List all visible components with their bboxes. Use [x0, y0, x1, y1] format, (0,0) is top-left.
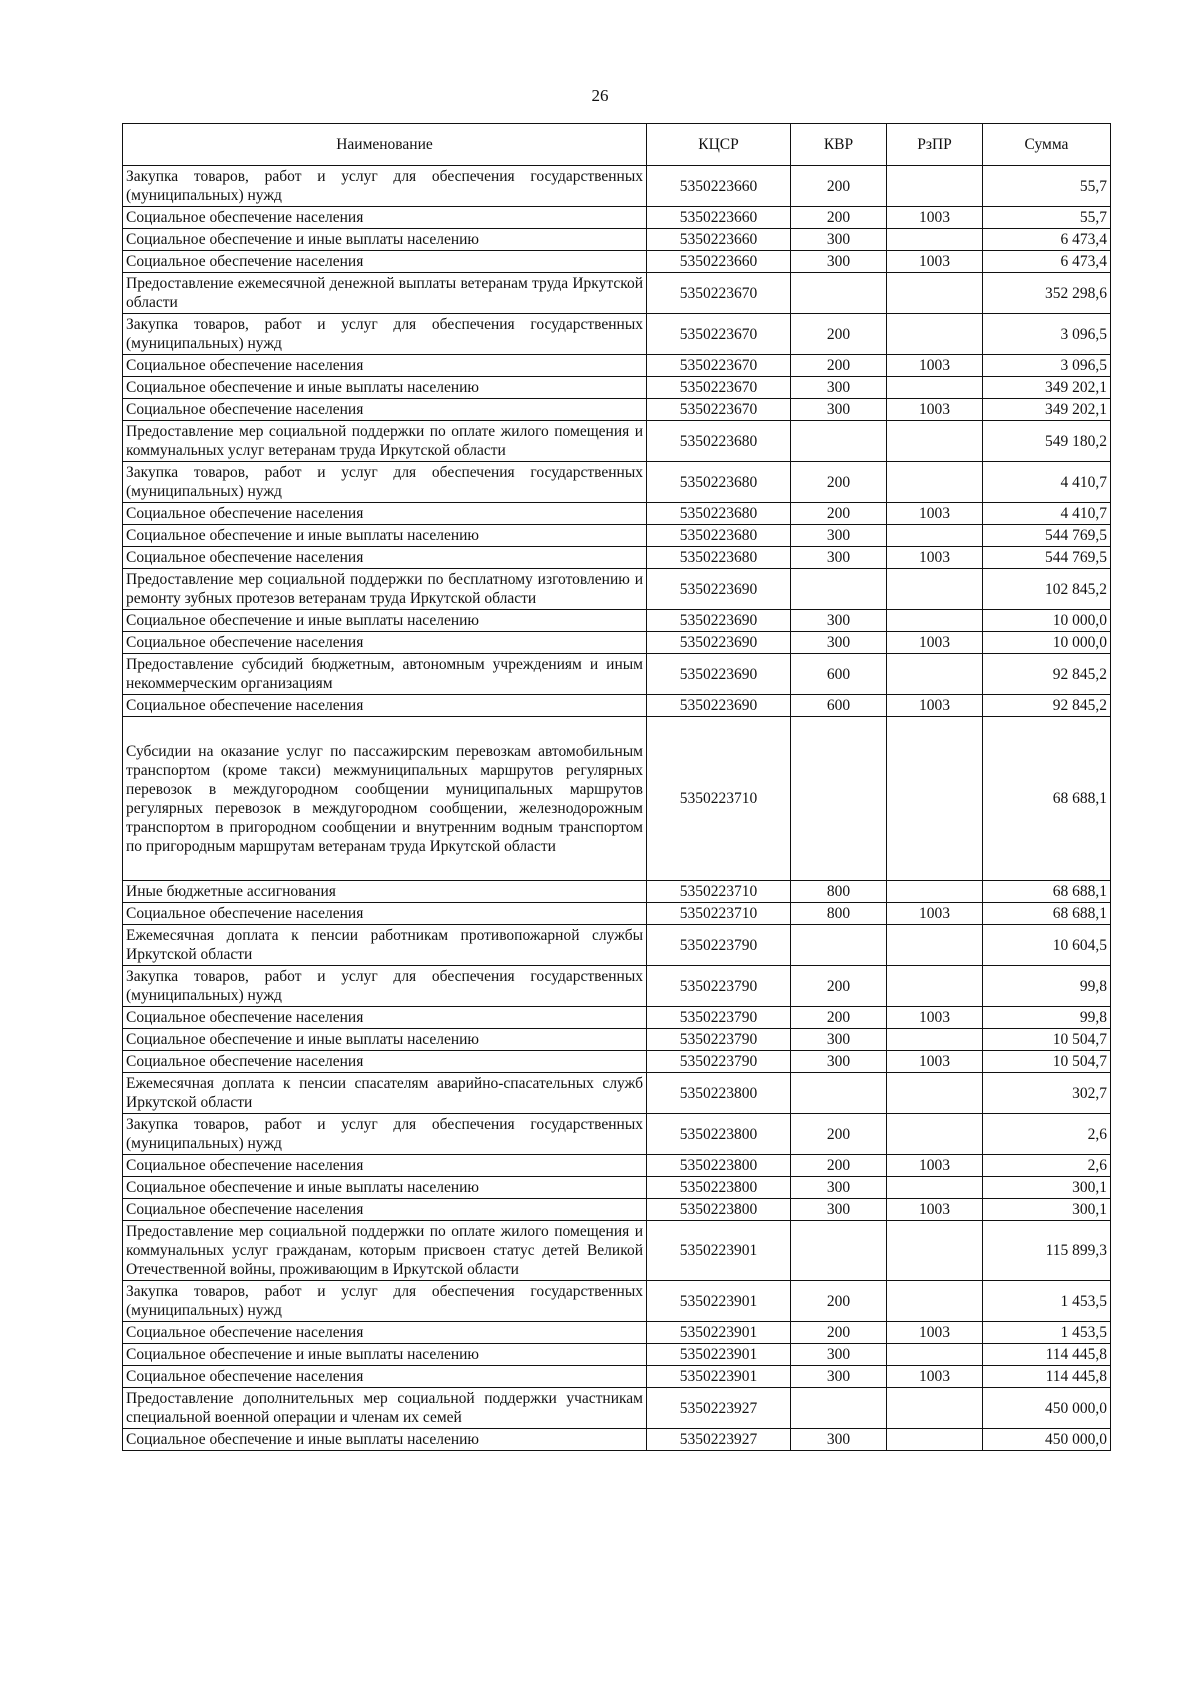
- table-row: [123, 1322, 1111, 1344]
- row-kcsr: 5350223680: [647, 547, 791, 569]
- row-kvr: 200: [791, 355, 887, 377]
- row-rzpr: 1003: [887, 1322, 983, 1344]
- table-row: [123, 881, 1111, 903]
- table-row: [123, 1073, 1111, 1114]
- row-name: Социальное обеспечение и иные выплаты населению: [123, 229, 647, 251]
- row-name: Социальное обеспечение населения: [123, 632, 647, 654]
- row-sum: 114 445,8: [983, 1366, 1111, 1388]
- row-kvr: 200: [791, 207, 887, 229]
- row-sum: 99,8: [983, 1007, 1111, 1029]
- row-kvr: 300: [791, 1366, 887, 1388]
- row-name: Социальное обеспечение населения: [123, 1366, 647, 1388]
- table-row: [123, 355, 1111, 377]
- row-sum: 10 504,7: [983, 1029, 1111, 1051]
- row-name: Закупка товаров, работ и услуг для обеспечения государственных (муниципальных) нужд: [123, 1281, 647, 1322]
- table-row: [123, 654, 1111, 695]
- row-rzpr: [887, 1281, 983, 1322]
- table-row: [123, 569, 1111, 610]
- row-name: Социальное обеспечение населения: [123, 547, 647, 569]
- row-rzpr: 1003: [887, 207, 983, 229]
- row-kvr: 200: [791, 1322, 887, 1344]
- row-rzpr: [887, 1177, 983, 1199]
- header-rzpr: РзПР: [887, 124, 983, 166]
- row-rzpr: 1003: [887, 1155, 983, 1177]
- table-row: [123, 966, 1111, 1007]
- row-sum: 450 000,0: [983, 1429, 1111, 1451]
- row-kcsr: 5350223710: [647, 881, 791, 903]
- row-rzpr: [887, 462, 983, 503]
- row-kvr: [791, 1221, 887, 1281]
- row-kvr: 300: [791, 525, 887, 547]
- row-name: Закупка товаров, работ и услуг для обеспечения государственных (муниципальных) нужд: [123, 462, 647, 503]
- row-kvr: [791, 1388, 887, 1429]
- row-sum: 349 202,1: [983, 377, 1111, 399]
- row-rzpr: [887, 1221, 983, 1281]
- row-rzpr: 1003: [887, 547, 983, 569]
- row-name: Социальное обеспечение и иные выплаты населению: [123, 610, 647, 632]
- row-rzpr: [887, 1344, 983, 1366]
- row-rzpr: [887, 717, 983, 881]
- row-rzpr: 1003: [887, 1199, 983, 1221]
- row-name: Закупка товаров, работ и услуг для обеспечения государственных (муниципальных) нужд: [123, 1114, 647, 1155]
- table-row: [123, 166, 1111, 207]
- row-name: Закупка товаров, работ и услуг для обеспечения государственных (муниципальных) нужд: [123, 314, 647, 355]
- row-rzpr: [887, 229, 983, 251]
- row-rzpr: [887, 1388, 983, 1429]
- row-kvr: 300: [791, 1199, 887, 1221]
- row-sum: 1 453,5: [983, 1281, 1111, 1322]
- row-name: Предоставление дополнительных мер социальной поддержки участникам специальной военной операции и членам их семей: [123, 1388, 647, 1429]
- row-kcsr: 5350223901: [647, 1344, 791, 1366]
- row-sum: 1 453,5: [983, 1322, 1111, 1344]
- row-sum: 6 473,4: [983, 251, 1111, 273]
- row-kvr: 300: [791, 1177, 887, 1199]
- table-row: [123, 547, 1111, 569]
- row-rzpr: 1003: [887, 695, 983, 717]
- row-kvr: 200: [791, 1281, 887, 1322]
- row-rzpr: [887, 654, 983, 695]
- row-rzpr: 1003: [887, 251, 983, 273]
- row-sum: 544 769,5: [983, 525, 1111, 547]
- row-sum: 300,1: [983, 1199, 1111, 1221]
- header-kcsr: КЦСР: [647, 124, 791, 166]
- row-sum: 55,7: [983, 166, 1111, 207]
- row-kvr: 300: [791, 377, 887, 399]
- row-kvr: [791, 925, 887, 966]
- row-name: Социальное обеспечение населения: [123, 695, 647, 717]
- row-sum: 2,6: [983, 1114, 1111, 1155]
- row-sum: 549 180,2: [983, 421, 1111, 462]
- row-kvr: 600: [791, 654, 887, 695]
- row-kcsr: 5350223680: [647, 525, 791, 547]
- table-row: [123, 1429, 1111, 1451]
- row-rzpr: 1003: [887, 1051, 983, 1073]
- table-row: [123, 903, 1111, 925]
- row-sum: 300,1: [983, 1177, 1111, 1199]
- row-name: Социальное обеспечение населения: [123, 1155, 647, 1177]
- row-name: Ежемесячная доплата к пенсии работникам противопожарной службы Иркутской области: [123, 925, 647, 966]
- row-name: Социальное обеспечение и иные выплаты населению: [123, 525, 647, 547]
- row-sum: 10 000,0: [983, 632, 1111, 654]
- row-kcsr: 5350223710: [647, 717, 791, 881]
- row-sum: 302,7: [983, 1073, 1111, 1114]
- row-rzpr: 1003: [887, 355, 983, 377]
- row-name: Социальное обеспечение и иные выплаты населению: [123, 377, 647, 399]
- row-kvr: 300: [791, 229, 887, 251]
- row-rzpr: [887, 610, 983, 632]
- row-kcsr: 5350223690: [647, 610, 791, 632]
- row-kvr: 300: [791, 632, 887, 654]
- table-row: [123, 251, 1111, 273]
- row-rzpr: 1003: [887, 1007, 983, 1029]
- row-sum: 3 096,5: [983, 355, 1111, 377]
- row-name: Социальное обеспечение населения: [123, 503, 647, 525]
- table-row: [123, 207, 1111, 229]
- row-kcsr: 5350223670: [647, 314, 791, 355]
- row-name: Социальное обеспечение населения: [123, 903, 647, 925]
- table-row: [123, 421, 1111, 462]
- row-rzpr: [887, 1429, 983, 1451]
- row-kcsr: 5350223690: [647, 695, 791, 717]
- row-kvr: [791, 569, 887, 610]
- row-sum: 55,7: [983, 207, 1111, 229]
- row-rzpr: 1003: [887, 632, 983, 654]
- row-kcsr: 5350223680: [647, 421, 791, 462]
- row-rzpr: [887, 1073, 983, 1114]
- header-row: [123, 124, 1111, 166]
- row-kcsr: 5350223901: [647, 1322, 791, 1344]
- row-sum: 10 000,0: [983, 610, 1111, 632]
- row-name: Социальное обеспечение населения: [123, 251, 647, 273]
- row-kcsr: 5350223790: [647, 1029, 791, 1051]
- row-kcsr: 5350223670: [647, 377, 791, 399]
- row-kcsr: 5350223660: [647, 251, 791, 273]
- table-row: [123, 229, 1111, 251]
- row-kcsr: 5350223901: [647, 1281, 791, 1322]
- row-kvr: 300: [791, 547, 887, 569]
- row-kcsr: 5350223670: [647, 273, 791, 314]
- row-sum: 4 410,7: [983, 503, 1111, 525]
- table-row: [123, 1007, 1111, 1029]
- table-row: [123, 525, 1111, 547]
- row-name: Социальное обеспечение и иные выплаты населению: [123, 1429, 647, 1451]
- row-rzpr: 1003: [887, 1366, 983, 1388]
- row-sum: 10 604,5: [983, 925, 1111, 966]
- row-kcsr: 5350223927: [647, 1388, 791, 1429]
- row-rzpr: [887, 925, 983, 966]
- row-name: Предоставление мер социальной поддержки по бесплатному изготовлению и ремонту зубных протезов ветеранам труда Иркутской области: [123, 569, 647, 610]
- table-row: [123, 1155, 1111, 1177]
- row-kvr: 200: [791, 166, 887, 207]
- header-name: Наименование: [123, 124, 647, 166]
- row-name: Иные бюджетные ассигнования: [123, 881, 647, 903]
- row-kvr: 600: [791, 695, 887, 717]
- row-rzpr: [887, 569, 983, 610]
- row-name: Социальное обеспечение населения: [123, 1322, 647, 1344]
- row-name: Предоставление мер социальной поддержки по оплате жилого помещения и коммунальных услуг ветеранам труда Иркутской области: [123, 421, 647, 462]
- table-row: [123, 503, 1111, 525]
- row-kvr: [791, 1073, 887, 1114]
- row-kvr: 300: [791, 399, 887, 421]
- row-kcsr: 5350223790: [647, 1007, 791, 1029]
- row-sum: 10 504,7: [983, 1051, 1111, 1073]
- row-name: Социальное обеспечение и иные выплаты населению: [123, 1344, 647, 1366]
- row-kcsr: 5350223790: [647, 925, 791, 966]
- row-kcsr: 5350223690: [647, 569, 791, 610]
- table-header: [123, 124, 1111, 166]
- table-row: [123, 1344, 1111, 1366]
- table-row: [123, 632, 1111, 654]
- row-kcsr: 5350223690: [647, 632, 791, 654]
- row-sum: 3 096,5: [983, 314, 1111, 355]
- row-kvr: 200: [791, 1007, 887, 1029]
- row-kvr: [791, 273, 887, 314]
- row-kcsr: 5350223690: [647, 654, 791, 695]
- row-kcsr: 5350223800: [647, 1199, 791, 1221]
- row-sum: 114 445,8: [983, 1344, 1111, 1366]
- table-row: [123, 1114, 1111, 1155]
- row-name: Ежемесячная доплата к пенсии спасателям аварийно-спасательных служб Иркутской области: [123, 1073, 647, 1114]
- row-rzpr: [887, 166, 983, 207]
- row-name: Субсидии на оказание услуг по пассажирским перевозкам автомобильным транспортом (кроме такси) межмуниципальных маршрутов регулярных перевозок в междугородном сообщении муниципальных маршрутов регулярных перевозок в междугородном сообщении, железнодорожным транспортом в пригородном сообщении и внутренним водным транспортом по пригородным маршрутам ветеранам труда Иркутской области: [123, 717, 647, 881]
- row-kcsr: 5350223901: [647, 1221, 791, 1281]
- row-rzpr: [887, 525, 983, 547]
- row-kvr: 800: [791, 903, 887, 925]
- row-kvr: 300: [791, 610, 887, 632]
- table-row: [123, 1051, 1111, 1073]
- header-kvr: КВР: [791, 124, 887, 166]
- row-sum: 544 769,5: [983, 547, 1111, 569]
- row-rzpr: [887, 421, 983, 462]
- table-row: [123, 377, 1111, 399]
- row-rzpr: [887, 881, 983, 903]
- row-name: Закупка товаров, работ и услуг для обеспечения государственных (муниципальных) нужд: [123, 966, 647, 1007]
- table-row: [123, 462, 1111, 503]
- row-kvr: 300: [791, 251, 887, 273]
- row-kvr: 200: [791, 966, 887, 1007]
- row-name: Закупка товаров, работ и услуг для обеспечения государственных (муниципальных) нужд: [123, 166, 647, 207]
- row-kcsr: 5350223680: [647, 503, 791, 525]
- row-rzpr: 1003: [887, 903, 983, 925]
- row-kvr: 300: [791, 1051, 887, 1073]
- row-kvr: 300: [791, 1029, 887, 1051]
- table-row: [123, 1177, 1111, 1199]
- row-sum: 2,6: [983, 1155, 1111, 1177]
- row-name: Социальное обеспечение населения: [123, 399, 647, 421]
- row-kcsr: 5350223800: [647, 1155, 791, 1177]
- row-sum: 92 845,2: [983, 654, 1111, 695]
- row-rzpr: [887, 1029, 983, 1051]
- table-body: [123, 166, 1111, 1451]
- row-sum: 68 688,1: [983, 903, 1111, 925]
- row-name: Социальное обеспечение населения: [123, 207, 647, 229]
- row-kvr: 200: [791, 1114, 887, 1155]
- row-sum: 115 899,3: [983, 1221, 1111, 1281]
- row-kvr: 200: [791, 503, 887, 525]
- row-kcsr: 5350223790: [647, 966, 791, 1007]
- row-rzpr: [887, 314, 983, 355]
- row-kcsr: 5350223680: [647, 462, 791, 503]
- row-name: Социальное обеспечение и иные выплаты населению: [123, 1029, 647, 1051]
- row-kcsr: 5350223800: [647, 1073, 791, 1114]
- row-kvr: [791, 421, 887, 462]
- row-kcsr: 5350223660: [647, 166, 791, 207]
- row-rzpr: [887, 377, 983, 399]
- row-kcsr: 5350223800: [647, 1114, 791, 1155]
- table-row: [123, 1029, 1111, 1051]
- row-kvr: 200: [791, 462, 887, 503]
- budget-table: [122, 123, 1111, 1451]
- table-row: [123, 314, 1111, 355]
- row-kvr: 200: [791, 314, 887, 355]
- table-row: [123, 925, 1111, 966]
- table-row: [123, 1199, 1111, 1221]
- row-rzpr: 1003: [887, 399, 983, 421]
- row-sum: 102 845,2: [983, 569, 1111, 610]
- row-name: Предоставление мер социальной поддержки по оплате жилого помещения и коммунальных услуг гражданам, которым присвоен статус детей Великой Отечественной войны, проживающим в Иркутской области: [123, 1221, 647, 1281]
- row-kcsr: 5350223670: [647, 355, 791, 377]
- row-kcsr: 5350223660: [647, 207, 791, 229]
- row-kcsr: 5350223660: [647, 229, 791, 251]
- table-row: [123, 610, 1111, 632]
- row-name: Предоставление субсидий бюджетным, автономным учреждениям и иным некоммерческим организациям: [123, 654, 647, 695]
- row-kvr: [791, 717, 887, 881]
- row-sum: 349 202,1: [983, 399, 1111, 421]
- row-name: Социальное обеспечение населения: [123, 1199, 647, 1221]
- row-rzpr: [887, 966, 983, 1007]
- row-kcsr: 5350223710: [647, 903, 791, 925]
- row-sum: 68 688,1: [983, 881, 1111, 903]
- row-kcsr: 5350223670: [647, 399, 791, 421]
- row-sum: 6 473,4: [983, 229, 1111, 251]
- table-row: [123, 695, 1111, 717]
- row-sum: 450 000,0: [983, 1388, 1111, 1429]
- table-row: [123, 1281, 1111, 1322]
- header-sum: Сумма: [983, 124, 1111, 166]
- row-rzpr: [887, 1114, 983, 1155]
- row-name: Социальное обеспечение населения: [123, 1007, 647, 1029]
- row-kvr: 800: [791, 881, 887, 903]
- row-name: Социальное обеспечение населения: [123, 355, 647, 377]
- row-rzpr: [887, 273, 983, 314]
- row-kvr: 300: [791, 1429, 887, 1451]
- row-sum: 352 298,6: [983, 273, 1111, 314]
- row-rzpr: 1003: [887, 503, 983, 525]
- table-row: [123, 717, 1111, 881]
- row-name: Предоставление ежемесячной денежной выплаты ветеранам труда Иркутской области: [123, 273, 647, 314]
- row-sum: 92 845,2: [983, 695, 1111, 717]
- table-row: [123, 1221, 1111, 1281]
- row-name: Социальное обеспечение населения: [123, 1051, 647, 1073]
- table-row: [123, 273, 1111, 314]
- row-name: Социальное обеспечение и иные выплаты населению: [123, 1177, 647, 1199]
- row-kcsr: 5350223901: [647, 1366, 791, 1388]
- page-number: 26: [591, 86, 609, 105]
- row-kcsr: 5350223790: [647, 1051, 791, 1073]
- row-kcsr: 5350223800: [647, 1177, 791, 1199]
- row-sum: 99,8: [983, 966, 1111, 1007]
- table-row: [123, 1388, 1111, 1429]
- row-kvr: 200: [791, 1155, 887, 1177]
- table-row: [123, 399, 1111, 421]
- row-sum: 4 410,7: [983, 462, 1111, 503]
- row-sum: 68 688,1: [983, 717, 1111, 881]
- row-kcsr: 5350223927: [647, 1429, 791, 1451]
- row-kvr: 300: [791, 1344, 887, 1366]
- table-row: [123, 1366, 1111, 1388]
